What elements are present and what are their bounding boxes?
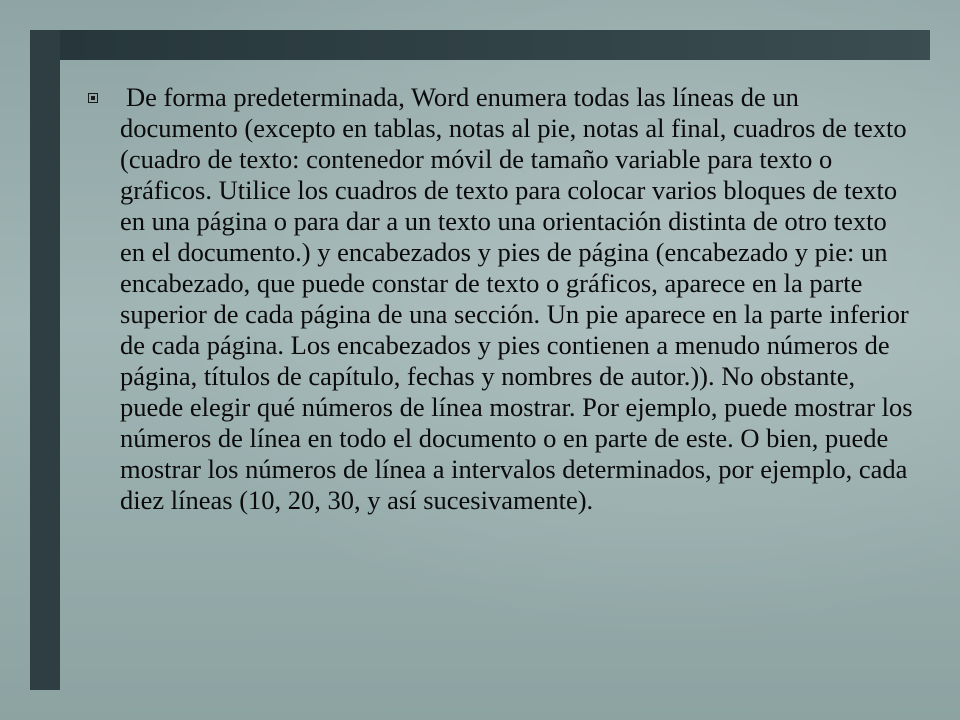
bullet-text: De forma predeterminada, Word enumera todas las líneas de un documento (excepto en tablas, notas al pie, notas al final, cuadros de texto (cuadro de texto: contenedor móvil de tamaño variable para texto o gráficos. Utilice los cuadros de texto para colocar varios bloques de texto en una página o para dar a un texto una orientación distinta de otro texto en el documento.) y encabezados y pies de página (encabezado y pie: un encabezado, que puede constar de texto o gráficos, aparece en la parte superior de cada página de una sección. Un pie aparece en la parte inferior de cada página. Los encabezados y pies contienen a menudo números de página, títulos de capítulo, fechas y nombres de autor.)). No obstante, puede elegir qué números de línea mostrar. Por ejemplo, puede mostrar los números de línea en todo el documento o en parte de este. O bien, puede mostrar los números de línea a intervalos determinados, por ejemplo, cada diez líneas (10, 20, 30, y así sucesivamente). — [120, 82, 913, 515]
slide-content — [88, 82, 918, 516]
frame-top-sheen — [60, 30, 930, 60]
frame-left-bar — [30, 30, 60, 690]
bullet-item — [88, 82, 918, 516]
square-bullet-icon — [88, 93, 98, 103]
